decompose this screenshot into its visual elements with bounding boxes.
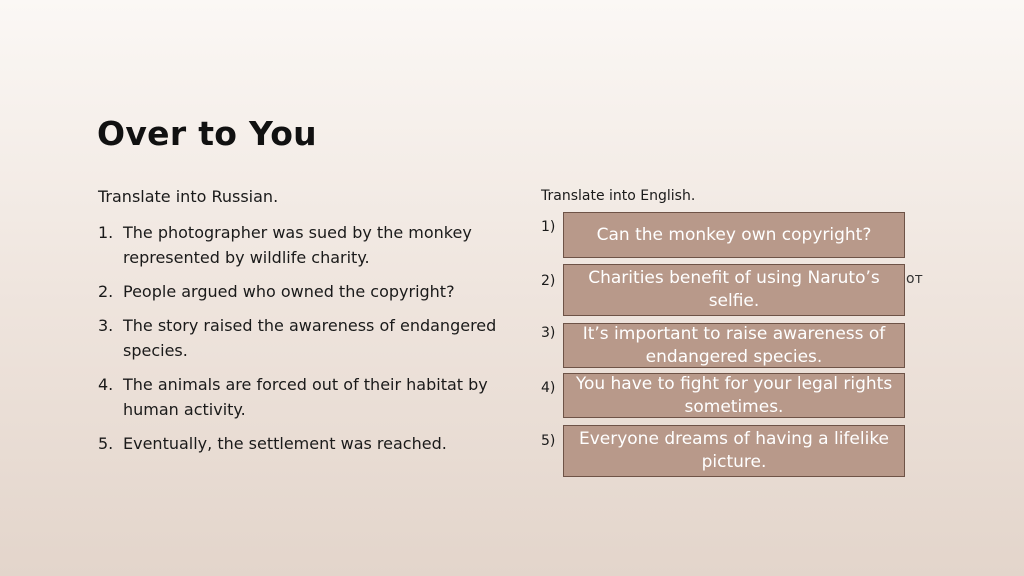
list-item xyxy=(98,431,498,456)
answer-card-3[interactable] xyxy=(563,323,905,368)
list-number: 2. xyxy=(98,282,114,301)
list-text: The story raised the awareness of endangered species. xyxy=(123,316,497,360)
right-number: 4) xyxy=(541,380,556,396)
list-number: 4. xyxy=(98,375,114,394)
list-item xyxy=(98,313,498,363)
list-number: 3. xyxy=(98,316,114,335)
sentence-list xyxy=(98,220,498,456)
card-text: It’s important to raise awareness of endangered species. xyxy=(582,323,886,367)
right-number: 5) xyxy=(541,433,556,449)
english-translation-column xyxy=(541,186,961,206)
list-number: 5. xyxy=(98,434,114,453)
card-text: Can the monkey own copyright? xyxy=(596,224,872,245)
list-item xyxy=(98,220,498,270)
card-text: Everyone dreams of having a lifelike picture. xyxy=(578,429,890,472)
list-item xyxy=(98,279,498,304)
list-number: 1. xyxy=(98,223,114,242)
right-heading: Translate into English. xyxy=(541,188,696,204)
answer-card-2[interactable] xyxy=(563,264,905,316)
list-text: People argued who owned the copyright? xyxy=(123,282,455,301)
russian-translation-column xyxy=(98,186,498,465)
slide-title: Over to You xyxy=(97,114,317,153)
right-number: 1) xyxy=(541,219,556,235)
card-text: Charities benefit of using Naruto’s selfie. xyxy=(588,268,880,311)
answer-card-4[interactable] xyxy=(563,373,905,418)
right-number: 2) xyxy=(541,273,556,289)
hidden-text-fragment: от xyxy=(906,271,923,287)
list-text: The photographer was sued by the monkey represented by wildlife charity. xyxy=(123,223,472,267)
left-heading: Translate into Russian. xyxy=(98,187,279,206)
list-item xyxy=(98,372,498,422)
right-number: 3) xyxy=(541,325,556,341)
list-text: Eventually, the settlement was reached. xyxy=(123,434,447,453)
answer-card-5[interactable] xyxy=(563,425,905,477)
card-text: You have to fight for your legal rights sometimes. xyxy=(575,373,893,417)
list-text: The animals are forced out of their habitat by human activity. xyxy=(123,375,488,419)
answer-card-1[interactable] xyxy=(563,212,905,258)
